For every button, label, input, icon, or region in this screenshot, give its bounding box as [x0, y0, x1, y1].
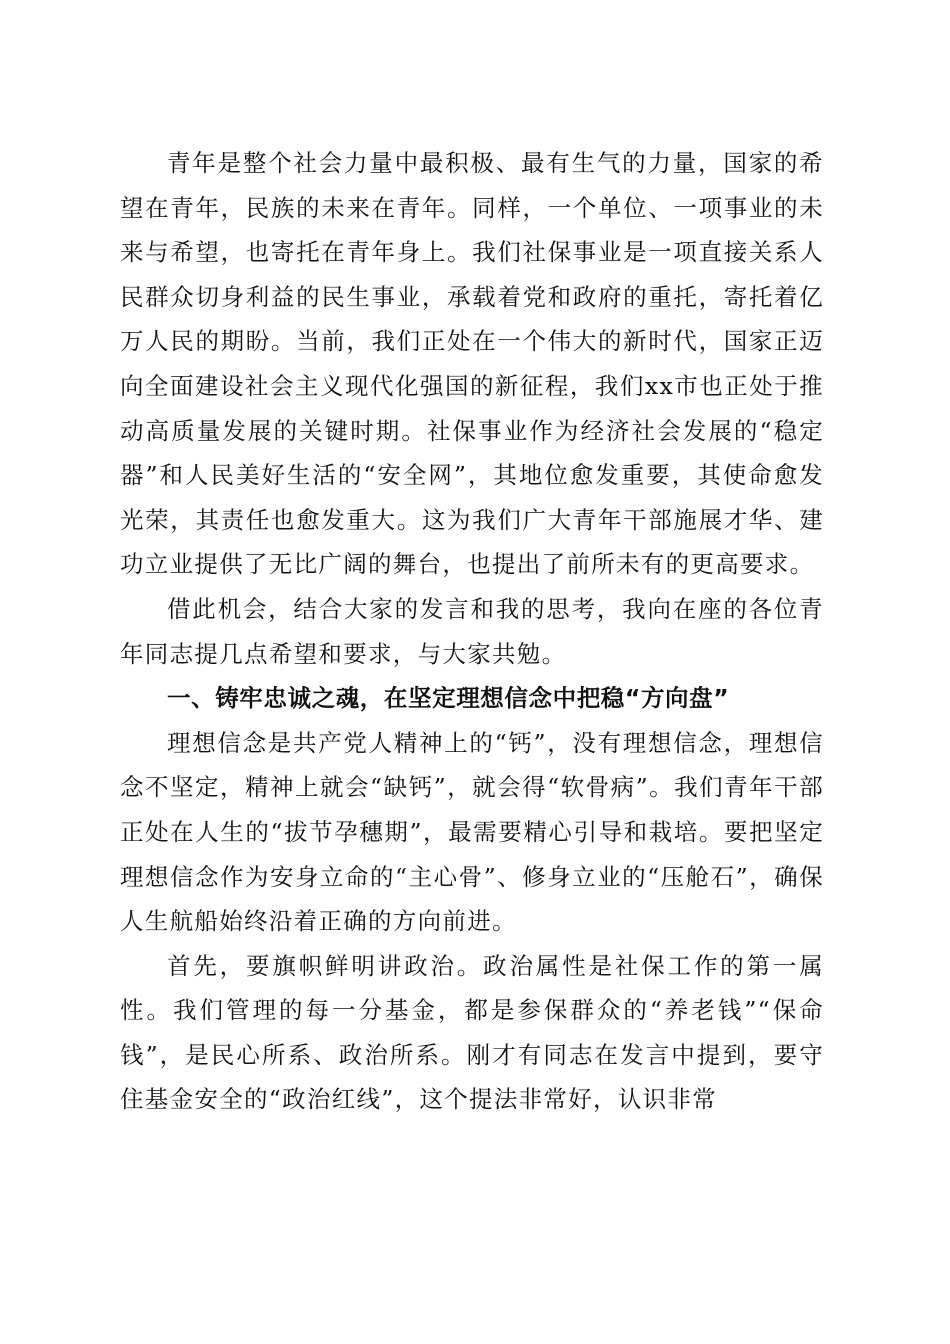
paragraph-ideals: 理想信念是共产党人精神上的“钙”，没有理想信念，理想信念不坚定，精神上就会“缺钙”，就会得“软骨病”。我们青年干部正处在人生的“拔节孕穗期”，最需要精心引导和栽培。要把坚定理想信念作为安身立命的“主心骨”、修身立业的“压舱石”，确保人生航船始终沿着正确的方向前进。	[120, 728, 824, 936]
paragraph-expectations: 借此机会，结合大家的发言和我的思考，我向在座的各位青年同志提几点希望和要求，与大家共勉。	[120, 594, 824, 668]
section-heading-1: 一、铸牢忠诚之魂，在坚定理想信念中把稳“方向盘”	[167, 684, 730, 713]
document-body	[120, 141, 824, 1122]
paragraph-politics: 首先，要旗帜鲜明讲政治。政治属性是社保工作的第一属性。我们管理的每一分基金，都是参保群众的“养老钱”“保命钱”，是民心所系、政治所系。刚才有同志在发言中提到，要守住基金安全的“政治红线”，这个提法非常好，认识非常	[120, 951, 824, 1114]
paragraph-youth-intro: 青年是整个社会力量中最积极、最有生气的力量，国家的希望在青年，民族的未来在青年。同样，一个单位、一项事业的未来与希望，也寄托在青年身上。我们社保事业是一项直接关系人民群众切身利益的民生事业，承载着党和政府的重托，寄托着亿万人民的期盼。当前，我们正处在一个伟大的新时代，国家正迈向全面建设社会主义现代化强国的新征程，我们xx市也正处于推动高质量发展的关键时期。社保事业作为经济社会发展的“稳定器”和人民美好生活的“安全网”，其地位愈发重要，其使命愈发光荣，其责任也愈发重大。这为我们广大青年干部施展才华、建功立业提供了无比广阔的舞台，也提出了前所未有的更高要求。	[120, 149, 824, 579]
